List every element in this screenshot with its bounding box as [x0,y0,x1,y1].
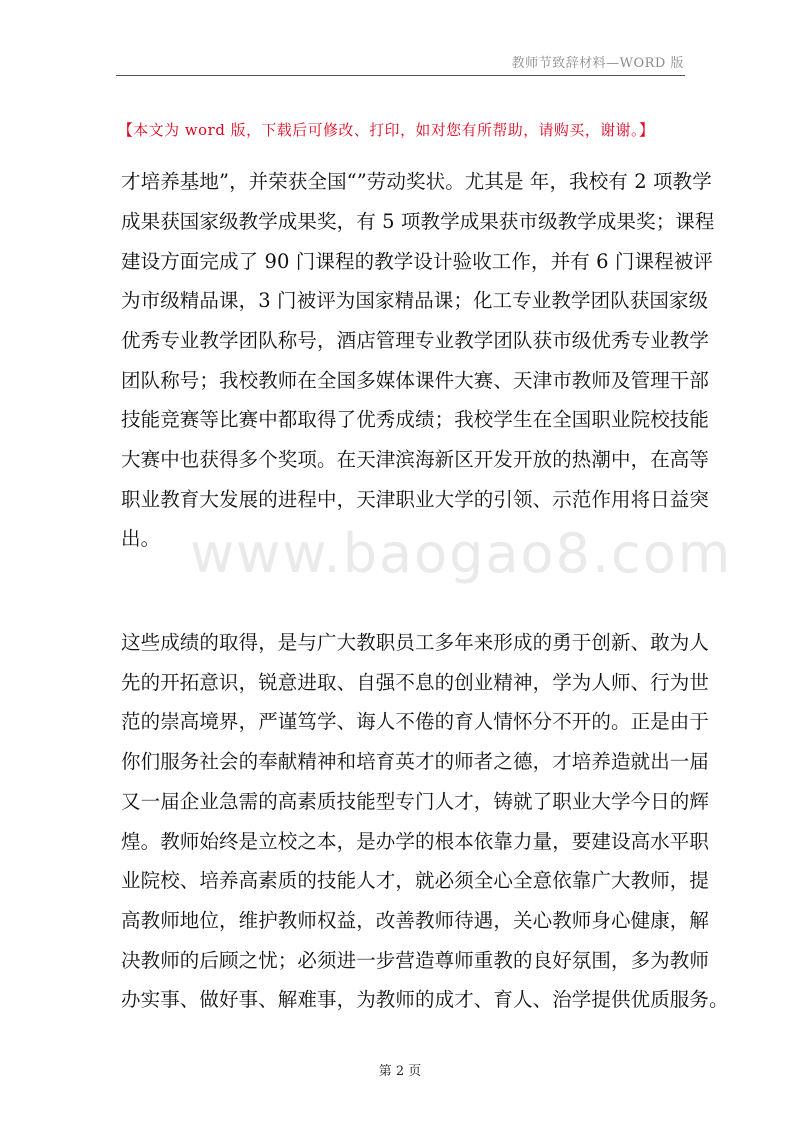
watermark: www.baogao8.com [190,522,733,585]
text-line: 范的崇高境界，严谨笃学、诲人不倦的育人情怀分不开的。正是由于 [121,710,710,733]
text-line: 先的开拓意识，锐意进取、自强不息的创业精神，学为人师、行为世 [121,671,710,694]
text-line: 又一届企业急需的高素质技能型专门人才，铸就了职业大学今日的辉 [121,790,710,813]
text-line: 高教师地位，维护教师权益，改善教师待遇，关心教师身心健康，解 [121,909,710,932]
text-line: 为市级精品课，3 门被评为国家精品课；化工专业教学团队获国家级 [121,289,709,312]
text-line: 大赛中也获得多个奖项。在天津滨海新区开发开放的热潮中，在高等 [121,448,710,471]
text-line: 成果获国家级教学成果奖，有 5 项教学成果获市级教学成果奖；课程 [121,210,715,233]
text-line: 业院校、培养高素质的技能人才，就必须全心全意依靠广大教师，提 [121,869,710,892]
page-number: 第 2 页 [378,1064,422,1079]
text-line: 技能竞赛等比赛中都取得了优秀成绩；我校学生在全国职业院校技能 [121,408,710,431]
purchase-notice: 【本文为 word 版，下载后可修改、打印，如对您有所帮助，请购买，谢谢。】 [118,122,655,139]
text-line: 决教师的后顾之忧；必须进一步营造尊师重教的良好氛围，多为教师 [121,949,710,972]
text-line: 优秀专业教学团队称号，酒店管理专业教学团队获市级优秀专业教学 [121,329,710,352]
text-line: 建设方面完成了 90 门课程的教学设计验收工作，并有 6 门课程被评 [121,250,713,273]
text-line: 你们服务社会的奉献精神和培育英才的师者之德，才培养造就出一届 [121,750,710,773]
text-line: 出。 [121,527,161,550]
text-line: 团队称号；我校教师在全国多媒体课件大赛、天津市教师及管理干部 [121,369,710,392]
text-line: 煌。教师始终是立校之本，是办学的根本依靠力量，要建设高水平职 [121,830,710,853]
header-title: 教师节致辞材料—WORD 版 [511,56,684,71]
text-line: 职业教育大发展的进程中，天津职业大学的引领、示范作用将日益突 [121,488,710,511]
text-line: 这些成绩的取得，是与广大教职员工多年来形成的勇于创新、敢为人 [121,631,710,654]
header-divider [116,75,685,76]
text-line: 办实事、做好事、解难事，为教师的成才、育人、治学提供优质服务。 [121,988,729,1011]
text-line: 才培养基地”，并荣获全国“”劳动奖状。尤其是 年，我校有 2 项教学 [121,170,712,193]
